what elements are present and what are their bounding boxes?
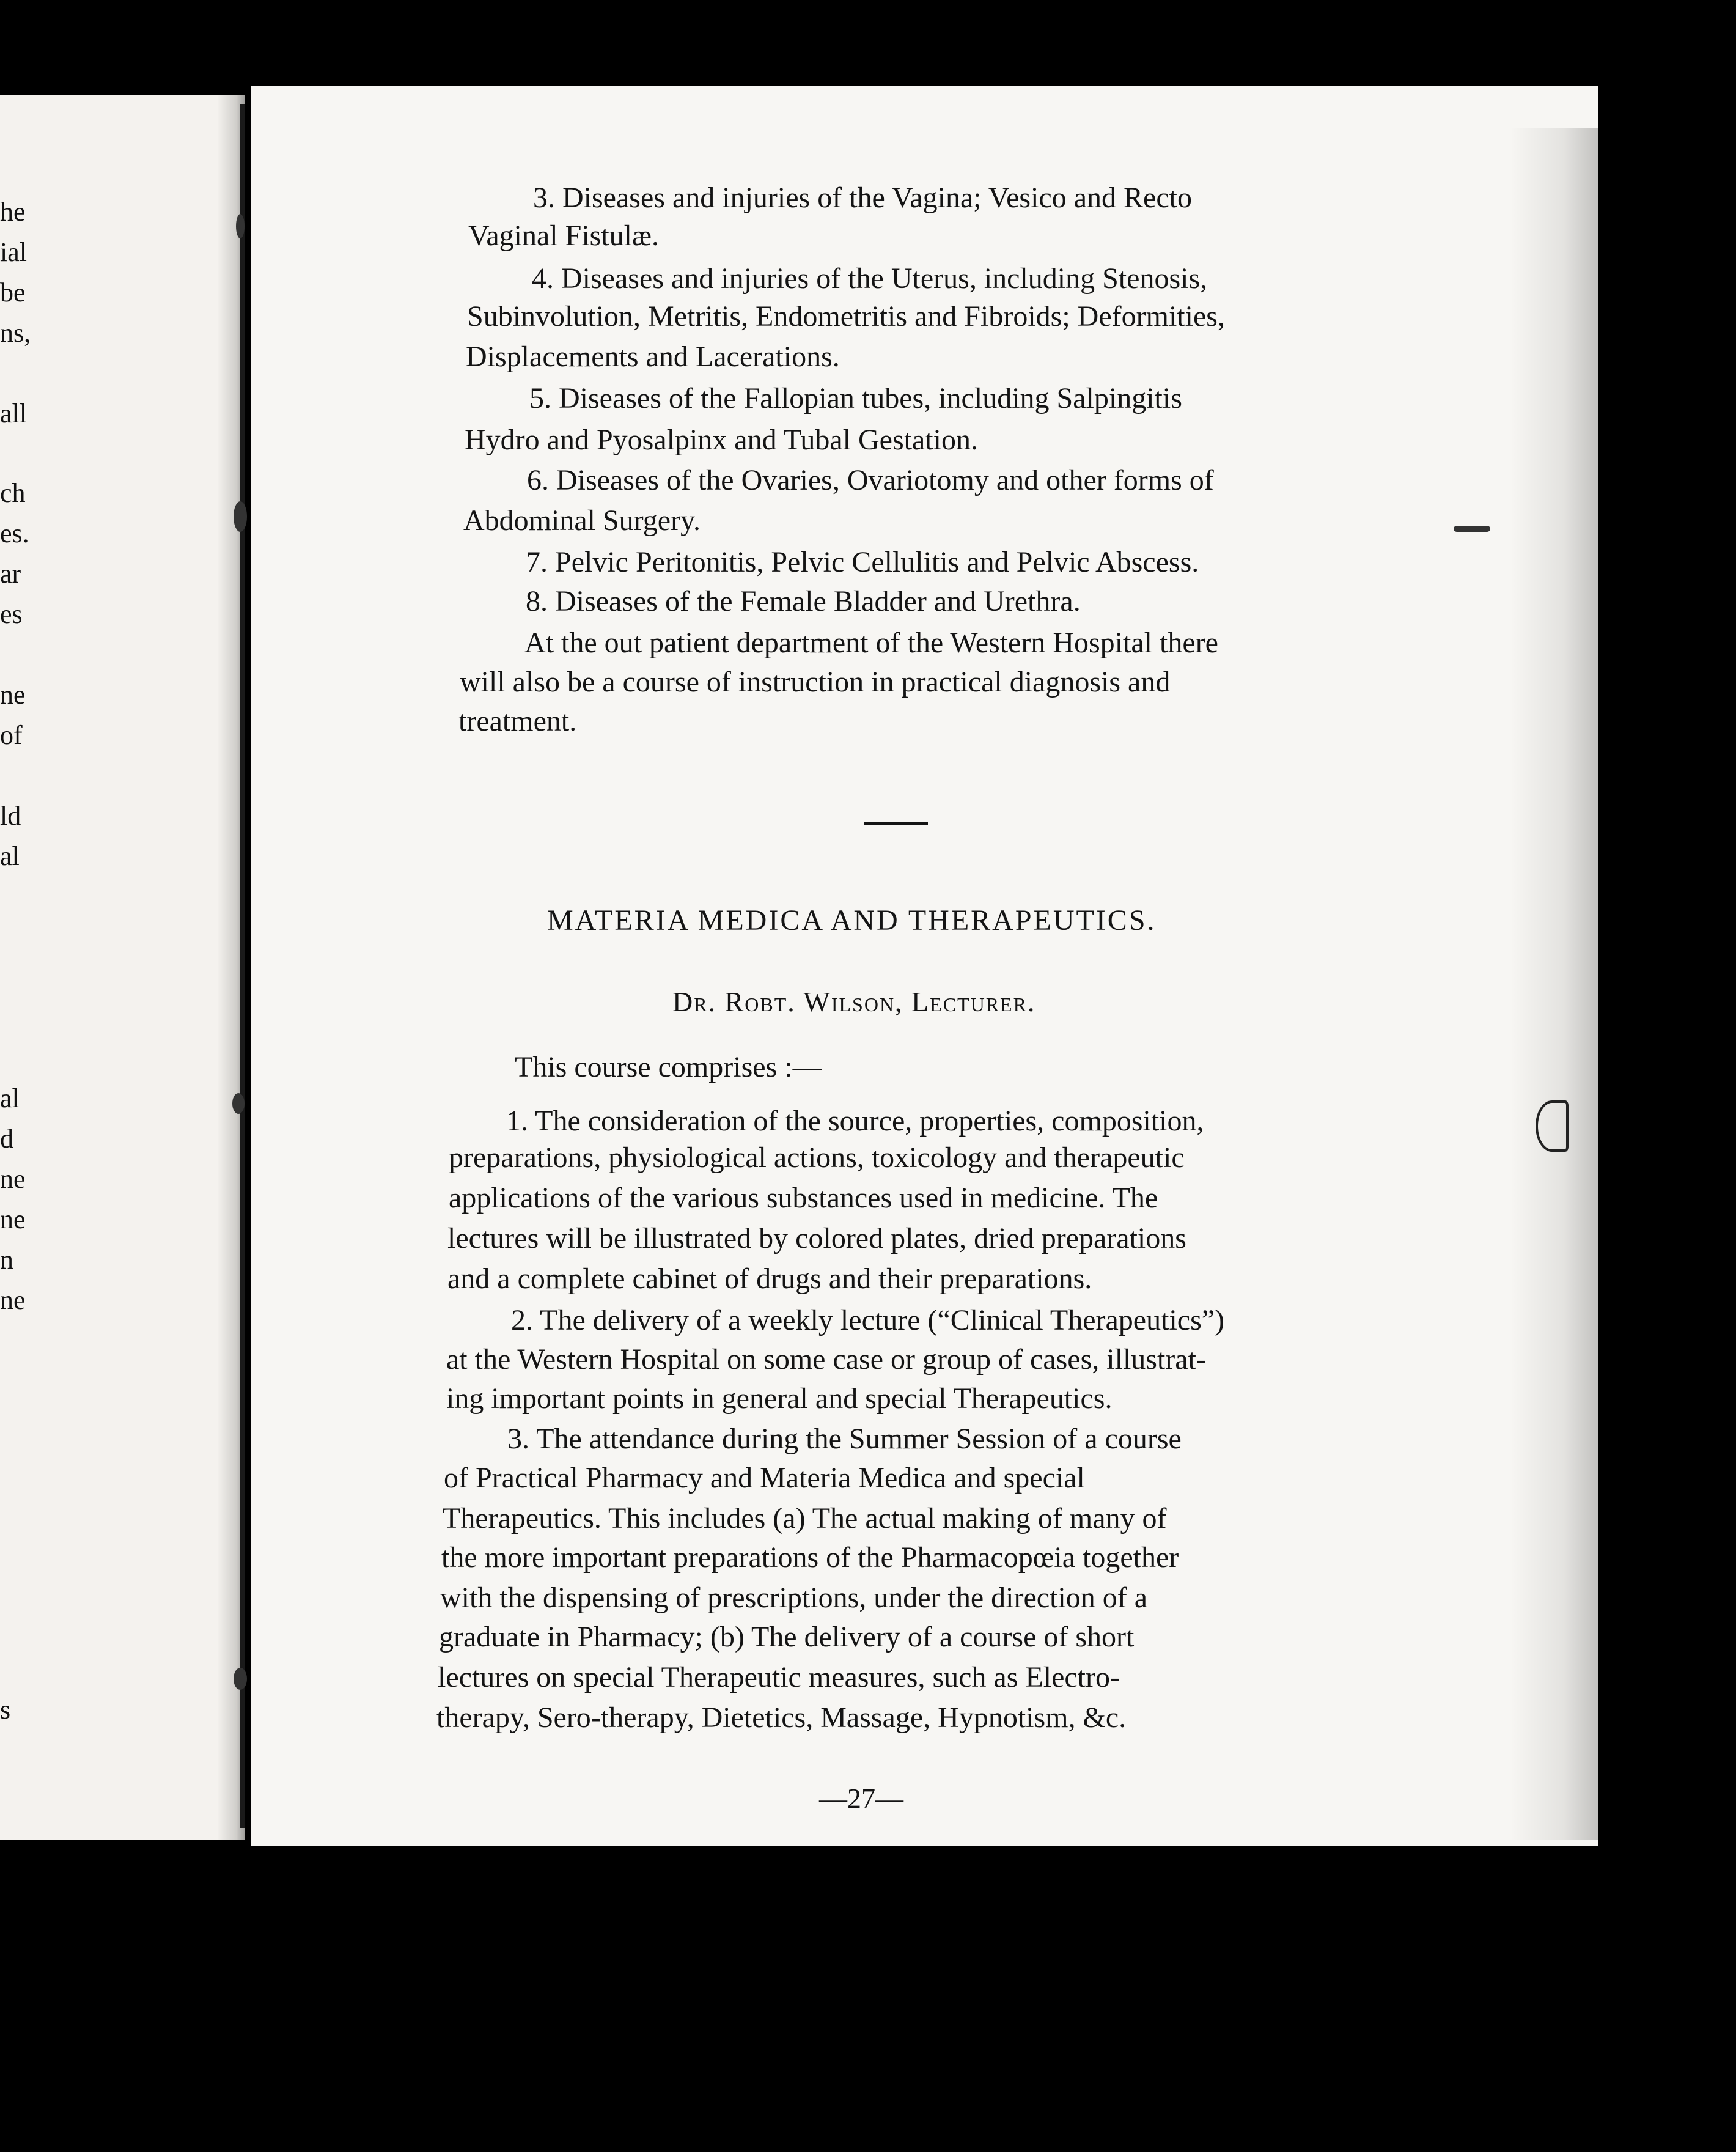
text-line: Subinvolution, Metritis, Endometritis and Fibroids; Deformities, — [467, 300, 1225, 333]
text-line: 4. Diseases and injuries of the Uterus, including Stenosis, — [532, 262, 1208, 295]
binding-knot — [234, 1668, 247, 1690]
text-line: lectures on special Therapeutic measures, such as Electro- — [438, 1661, 1120, 1693]
binding-knot — [236, 214, 245, 238]
left-page-fragment: ne — [0, 1204, 26, 1234]
scan-artifact — [1454, 526, 1490, 532]
left-page-fragment: ar — [0, 559, 21, 589]
text-line: with the dispensing of prescriptions, under the direction of a — [440, 1582, 1148, 1614]
text-line: 6. Diseases of the Ovaries, Ovariotomy and other forms of — [527, 464, 1214, 496]
left-page-fragment: ne — [0, 680, 26, 710]
text-line: Displacements and Lacerations. — [466, 341, 840, 373]
text-line: lectures will be illustrated by colored plates, dried preparations — [447, 1222, 1186, 1255]
text-line: Therapeutics. This includes (a) The actual making of many of — [443, 1502, 1167, 1535]
left-page — [0, 95, 245, 1840]
left-page-fragment: be — [0, 278, 26, 308]
left-page-fragment: ch — [0, 478, 26, 508]
text-line: treatment. — [458, 705, 577, 737]
text-line: preparations, physiological actions, toxicology and therapeutic — [449, 1141, 1185, 1174]
text-line: the more important preparations of the Pharmacopœia together — [441, 1541, 1179, 1574]
page-number: —27— — [819, 1783, 903, 1814]
text-line: 7. Pelvic Peritonitis, Pelvic Cellulitis and Pelvic Abscess. — [526, 546, 1199, 578]
text-line: 1. The consideration of the source, properties, composition, — [506, 1105, 1204, 1137]
section-heading: MATERIA MEDICA AND THERAPEUTICS. — [547, 904, 1157, 937]
text-line: therapy, Sero-therapy, Dietetics, Massage, Hypnotism, &c. — [436, 1701, 1127, 1734]
left-page-fragment: al — [0, 1083, 20, 1113]
text-line: of Practical Pharmacy and Materia Medica and special — [444, 1462, 1085, 1494]
text-line: graduate in Pharmacy; (b) The delivery of a course of short — [439, 1621, 1135, 1653]
text-line: at the Western Hospital on some case or group of cases, illustrat- — [446, 1343, 1206, 1376]
left-page-fragment: of — [0, 720, 23, 750]
text-line: 3. The attendance during the Summer Session of a course — [507, 1423, 1182, 1455]
left-page-fragment: ld — [0, 801, 21, 831]
left-page-fragment: he — [0, 197, 26, 227]
section-divider — [864, 822, 928, 825]
text-line: 3. Diseases and injuries of the Vagina; Vesico and Recto — [533, 182, 1192, 214]
left-page-fragment: ne — [0, 1285, 26, 1315]
left-page-fragment: al — [0, 841, 20, 871]
page-edge-shadow — [1510, 128, 1608, 1840]
text-line: 2. The delivery of a weekly lecture (“Clinical Therapeutics”) — [511, 1304, 1225, 1336]
text-line: applications of the various substances used in medicine. The — [449, 1182, 1158, 1214]
text-line: Hydro and Pyosalpinx and Tubal Gestation. — [465, 424, 978, 456]
text-line: and a complete cabinet of drugs and their preparations. — [447, 1262, 1092, 1295]
text-line: At the out patient department of the Western Hospital there — [524, 627, 1218, 659]
left-page-fragment: es — [0, 599, 23, 629]
text-line: Abdominal Surgery. — [463, 504, 701, 537]
text-line: 8. Diseases of the Female Bladder and Urethra. — [526, 585, 1081, 617]
left-page-fragment: es. — [0, 518, 29, 548]
text-line: Vaginal Fistulæ. — [468, 219, 660, 252]
left-page-fragment: n — [0, 1245, 13, 1275]
lecturer-byline: Dr. Robt. Wilson, Lecturer. — [672, 986, 1036, 1017]
text-line: 5. Diseases of the Fallopian tubes, including Salpingitis — [529, 382, 1182, 415]
binding-line — [240, 104, 245, 1828]
left-page-fragment: ne — [0, 1164, 26, 1194]
binding-knot — [234, 501, 247, 532]
left-page-fragment: all — [0, 399, 27, 429]
left-page-fragment: ial — [0, 237, 27, 267]
text-line: ing important points in general and special Therapeutics. — [446, 1382, 1113, 1415]
binding-knot — [232, 1093, 245, 1114]
text-line: will also be a course of instruction in practical diagnosis and — [460, 666, 1171, 698]
text-line: This course comprises :— — [515, 1051, 822, 1083]
left-page-fragment: ns, — [0, 318, 31, 348]
left-page-fragment: s — [0, 1695, 11, 1725]
scan-artifact — [1536, 1100, 1569, 1152]
left-page-fragment: d — [0, 1124, 13, 1154]
